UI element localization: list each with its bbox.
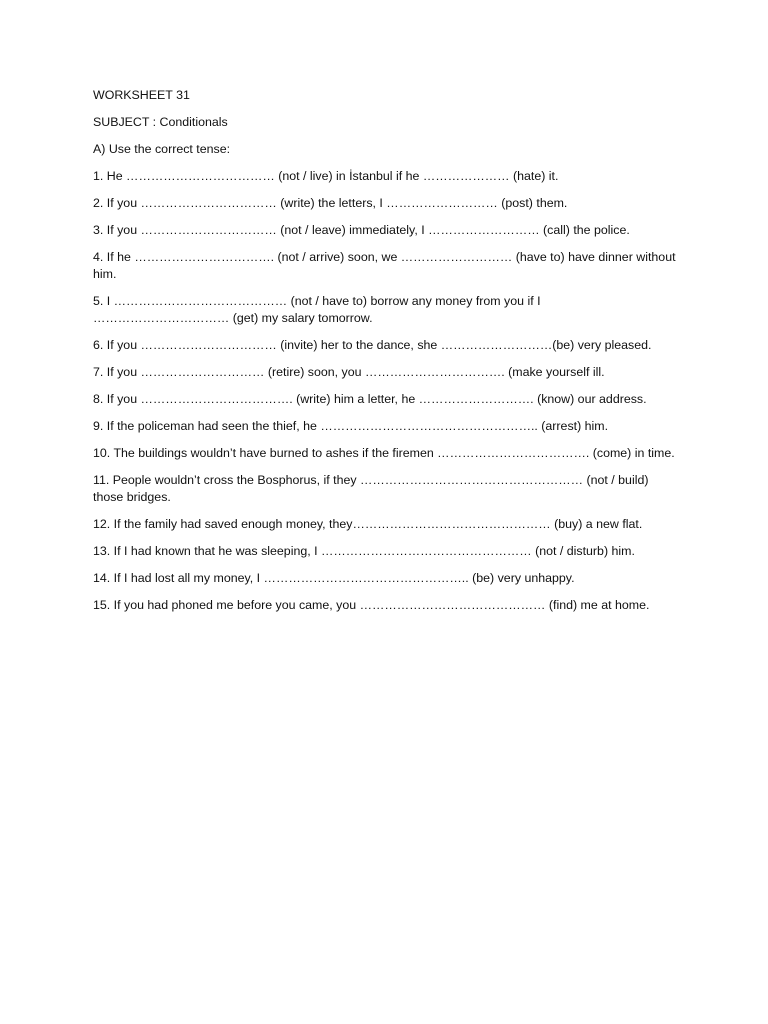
exercise-item-5: 5. I …………………………………… (not / have to) borrow any money from you if I …………………………… (get) my salary tomorrow. bbox=[93, 294, 541, 325]
exercise-item-11: 11. People wouldn’t cross the Bosphorus, if they ……………………………………………… (not / build) those bridges. bbox=[93, 473, 649, 504]
exercise-item-14: 14. If I had lost all my money, I ………………………………………….. (be) very unhappy. bbox=[93, 571, 575, 585]
worksheet-subject: SUBJECT : Conditionals bbox=[93, 115, 228, 129]
exercise-item-13: 13. If I had known that he was sleeping, I …………………………………………… (not / disturb) him. bbox=[93, 544, 635, 558]
exercise-item-1: 1. He ……………………………… (not / live) in İstanbul if he ………………… (hate) it. bbox=[93, 169, 559, 183]
exercise-item-9: 9. If the policeman had seen the thief, he …………………………………………….. (arrest) him. bbox=[93, 419, 609, 433]
worksheet-instruction: A) Use the correct tense: bbox=[93, 142, 231, 156]
exercise-item-2: 2. If you …………………………… (write) the letters, I ……………………… (post) them. bbox=[93, 196, 568, 210]
exercise-item-15: 15. If you had phoned me before you came, you ……………………………………… (find) me at home. bbox=[93, 598, 650, 612]
worksheet-page bbox=[93, 87, 678, 624]
exercise-item-10: 10. The buildings wouldn’t have burned to ashes if the firemen ………………………………. (come) in time. bbox=[93, 446, 675, 460]
exercise-item-3: 3. If you …………………………… (not / leave) immediately, I ……………………… (call) the police. bbox=[93, 223, 630, 237]
exercise-item-12: 12. If the family had saved enough money, they………………………………………… (buy) a new flat. bbox=[93, 517, 643, 531]
exercise-item-6: 6. If you …………………………… (invite) her to the dance, she ………………………(be) very pleased. bbox=[93, 338, 652, 352]
exercise-item-8: 8. If you ………………………………. (write) him a letter, he ………………………. (know) our address. bbox=[93, 392, 647, 406]
worksheet-title: WORKSHEET 31 bbox=[93, 88, 190, 102]
exercise-item-4: 4. If he ……………………………. (not / arrive) soon, we ……………………… (have to) have dinner without him. bbox=[93, 250, 676, 281]
exercise-item-7: 7. If you ………………………… (retire) soon, you ……………………………. (make yourself ill. bbox=[93, 365, 605, 379]
